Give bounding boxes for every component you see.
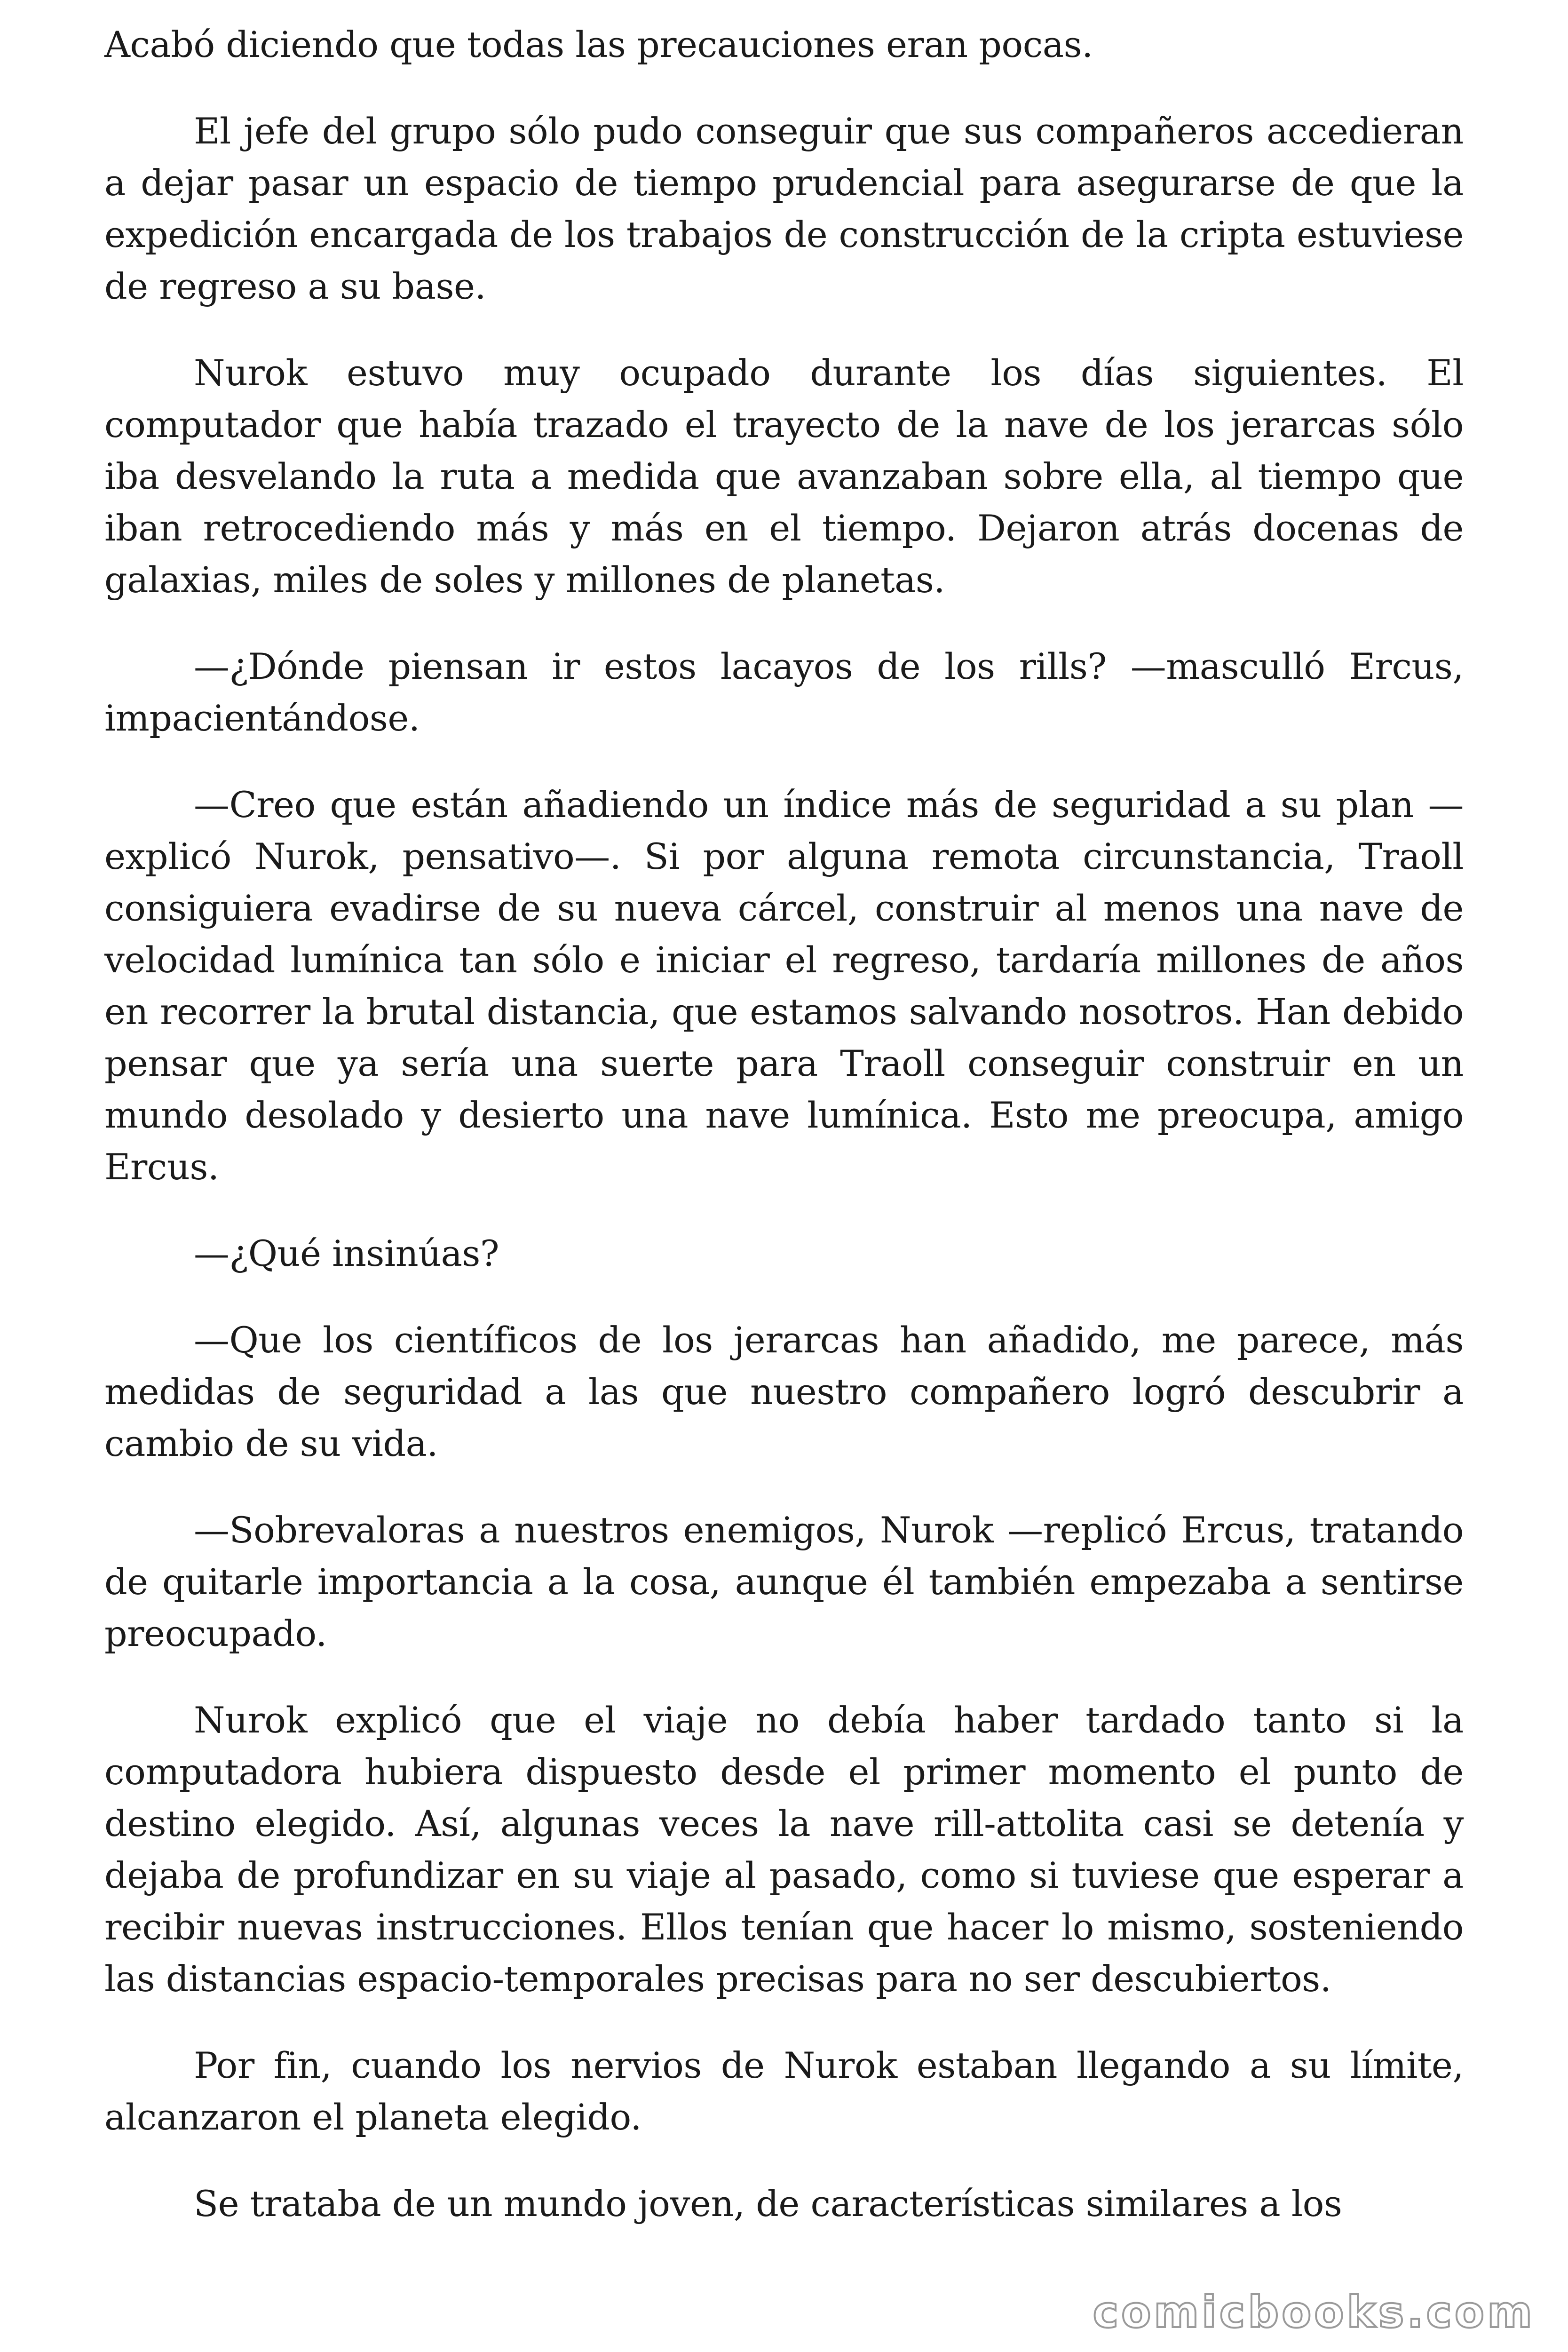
- paragraph: El jefe del grupo sólo pudo conseguir que sus compañeros accedieran a dejar pasar un espacio de tiempo prudencial para asegurarse de que la expedición encargada de los trabajos de construcción de la cripta estuviese de regreso a su base.: [104, 110, 1464, 307]
- paragraph: Nurok explicó que el viaje no debía haber tardado tanto si la computadora hubiera dispuesto desde el primer momento el punto de destino elegido. Así, algunas veces la nave rill-attolita casi se detenía y dejaba de profundizar en su viaje al pasado, como si tuviese que esperar a recibir nuevas instrucciones. Ellos tenían que hacer lo mismo, sosteniendo las distancias espacio-temporales precisas para no ser descubiertos.: [104, 1699, 1464, 2000]
- paragraph: —Creo que están añadiendo un índice más de seguridad a su plan —explicó Nurok, pensativo—. Si por alguna remota circunstancia, Traoll consiguiera evadirse de su nueva cárcel, construir al menos una nave de velocidad lumínica tan sólo e iniciar el regreso, tardaría millones de años en recorrer la brutal distancia, que estamos salvando nosotros. Han debido pensar que ya sería una suerte para Traoll conseguir construir en un mundo desolado y desierto una nave lumínica. Esto me preocupa, amigo Ercus.: [104, 784, 1464, 1188]
- paragraph: —¿Dónde piensan ir estos lacayos de los rills? —masculló Ercus, impacientándose.: [104, 645, 1464, 739]
- paragraph: Acabó diciendo que todas las precauciones eran pocas.: [104, 24, 1093, 65]
- book-page: [104, 19, 1464, 2265]
- paragraph: Nurok estuvo muy ocupado durante los días siguientes. El computador que había trazado el trayecto de la nave de los jerarcas sólo iba desvelando la ruta a medida que avanzaban sobre ella, al tiempo que iban retrocediendo más y más en el tiempo. Dejaron atrás docenas de galaxias, miles de soles y millones de planetas.: [104, 352, 1464, 601]
- paragraph: Por fin, cuando los nervios de Nurok estaban llegando a su límite, alcanzaron el planeta elegido.: [104, 2044, 1464, 2138]
- paragraph: —Sobrevaloras a nuestros enemigos, Nurok —replicó Ercus, tratando de quitarle importancia a la cosa, aunque él también empezaba a sentirse preocupado.: [104, 1509, 1464, 1654]
- paragraph: Se trataba de un mundo joven, de características similares a los: [194, 2183, 1342, 2225]
- paragraph: —¿Qué insinúas?: [194, 1232, 499, 1274]
- paragraph: —Que los científicos de los jerarcas han añadido, me parece, más medidas de seguridad a las que nuestro compañero logró descubrir a cambio de su vida.: [104, 1319, 1464, 1464]
- watermark: comicbooks.com: [1093, 2287, 1535, 2337]
